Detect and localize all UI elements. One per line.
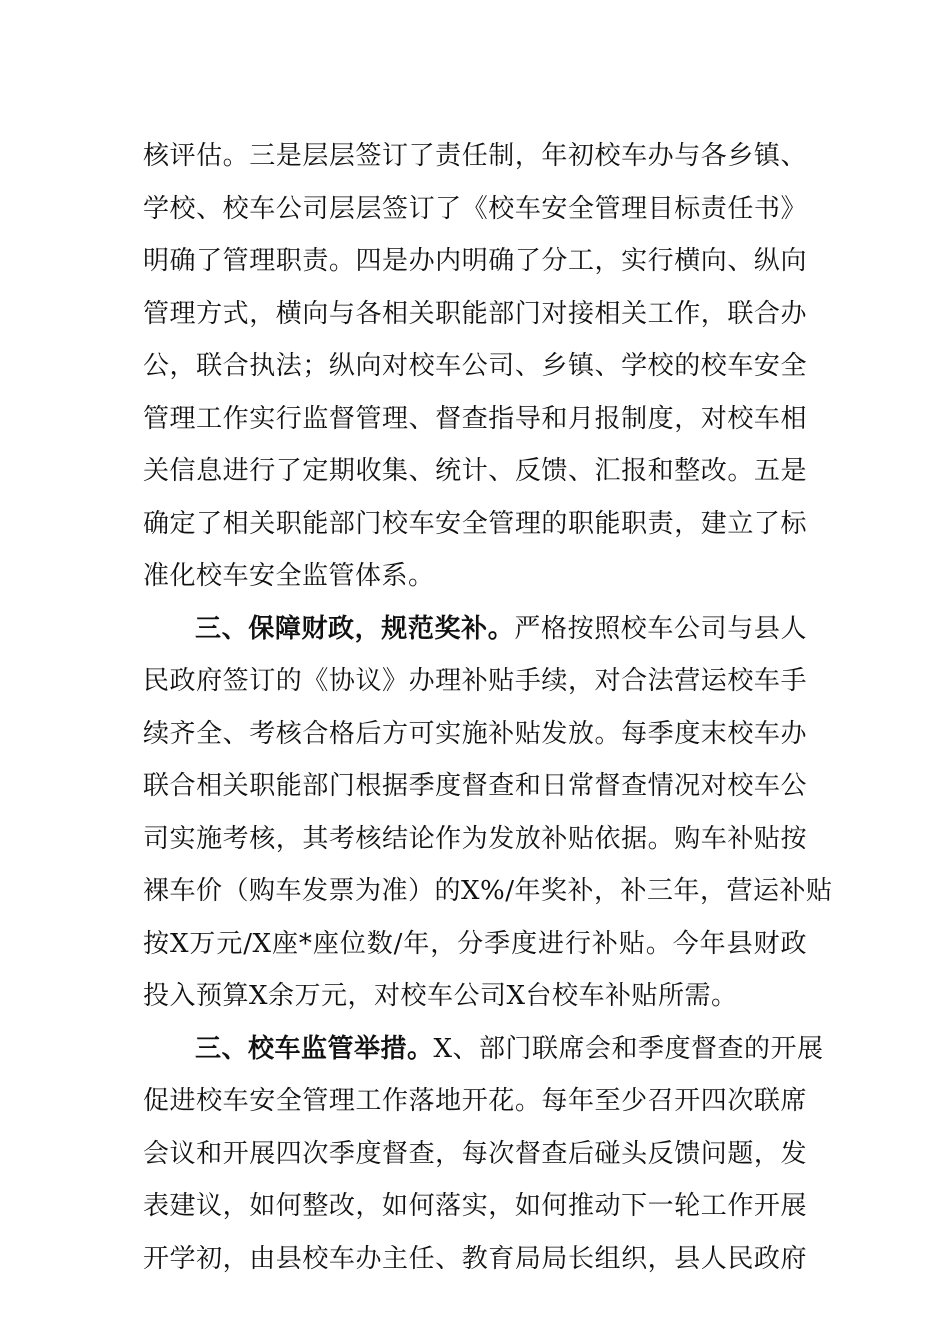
text-line: 续齐全、考核合格后方可实施补贴发放。每季度末校车办 — [143, 718, 807, 749]
text-line: 民政府签订的《协议》办理补贴手续，对合法营运校车手 — [143, 666, 807, 696]
text-line: 表建议，如何整改，如何落实，如何推动下一轮工作开展 — [143, 1191, 807, 1221]
paragraph-school-bus-responsibility — [143, 130, 807, 603]
section-heading: 三、校车监管举措。 — [195, 1033, 434, 1064]
text-line: 关信息进行了定期收集、统计、反馈、汇报和整改。五是 — [143, 456, 807, 486]
text-line: 联合相关职能部门根据季度督查和日常督查情况对校车公 — [143, 771, 807, 801]
text-line: 核评估。三是层层签订了责任制，年初校车办与各乡镇、 — [143, 141, 807, 171]
document-body — [143, 130, 833, 1285]
text-line: 会议和开展四次季度督查，每次督查后碰头反馈问题，发 — [143, 1138, 807, 1169]
section-heading: 三、保障财政，规范奖补。 — [195, 613, 515, 644]
text-line: 明确了管理职责。四是办内明确了分工，实行横向、纵向 — [143, 246, 807, 276]
text-line: 开学初，由县校车办主任、教育局局长组织，县人民政府 — [143, 1243, 807, 1274]
text-line: 按X万元/X座*座位数/年，分季度进行补贴。今年县财政 — [143, 928, 807, 959]
text-line: 促进校车安全管理工作落地开花。每年至少召开四次联席 — [143, 1086, 807, 1116]
text-line: 司实施考核，其考核结论作为发放补贴依据。购车补贴按 — [143, 823, 807, 854]
text-line: 管理工作实行监督管理、督查指导和月报制度，对校车相 — [143, 403, 807, 434]
paragraph-fiscal-subsidy — [143, 603, 833, 1023]
text-line — [143, 1023, 824, 1076]
text-line: 公，联合执法；纵向对校车公司、乡镇、学校的校车安全 — [143, 351, 807, 381]
text-line: 准化校车安全监管体系。 — [143, 561, 435, 591]
text-line — [143, 603, 807, 656]
text-line: 确定了相关职能部门校车安全管理的职能职责，建立了标 — [143, 508, 807, 539]
text-run: X、部门联席会和季度督查的开展 — [433, 1033, 824, 1064]
text-line: 投入预算X余万元，对校车公司X台校车补贴所需。 — [143, 981, 738, 1011]
text-line: 学校、校车公司层层签订了《校车安全管理目标责任书》 — [143, 193, 807, 224]
text-line: 裸车价（购车发票为准）的X%/年奖补，补三年，营运补贴 — [143, 876, 833, 906]
text-run: 严格按照校车公司与县人 — [514, 613, 807, 644]
text-line: 管理方式，横向与各相关职能部门对接相关工作，联合办 — [143, 298, 807, 329]
paragraph-supervision-measures — [143, 1023, 824, 1286]
